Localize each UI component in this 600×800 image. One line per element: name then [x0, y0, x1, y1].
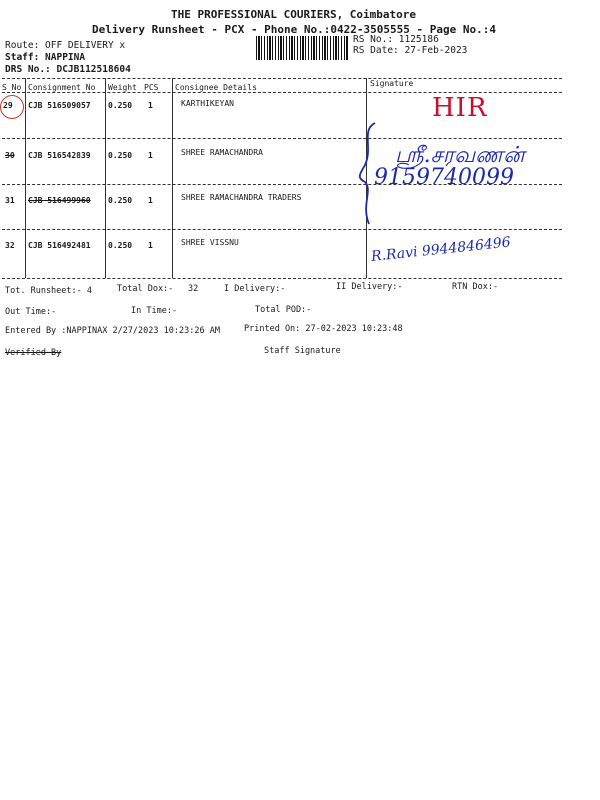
runsheet-subtitle: Delivery Runsheet - PCX - Phone No.:0422-3505555 - Page No.:4: [92, 23, 496, 36]
col-header-signature: Signature: [370, 79, 414, 88]
row-sno: 32: [5, 241, 15, 250]
drs-label: DRS No.: DCJB112518604: [5, 64, 131, 75]
row-consignee: SHREE VISSNU: [181, 238, 239, 247]
table-top-line: [2, 78, 562, 79]
row-consignee: SHREE RAMACHANDRA TRADERS: [181, 193, 302, 202]
total-dox-value: 32: [188, 284, 199, 294]
col-header-sno: S No: [2, 83, 22, 92]
rtn-dox: RTN Dox:-: [452, 282, 499, 292]
col-header-weight: Weight: [108, 83, 137, 92]
row-consignment: CJB 516509057: [28, 101, 91, 110]
handwritten-signature: HIR: [432, 93, 488, 123]
handwritten-signature: ஸ்ரீ.சரவணன்: [395, 143, 525, 168]
entered-by: Entered By :NAPPINAX 2/27/2023 10:23:26 AM: [5, 326, 220, 336]
row-divider: [2, 138, 562, 139]
row-consignment: CJB 516492481: [28, 241, 91, 250]
row-pcs: 1: [148, 196, 153, 205]
col-header-consignment: Consignment No: [28, 83, 96, 92]
row-pcs: 1: [148, 101, 153, 110]
total-pod: Total POD:-: [255, 305, 312, 315]
barcode: [256, 36, 348, 60]
col-divider: [25, 78, 26, 278]
row-weight: 0.250: [108, 196, 133, 205]
row-weight: 0.250: [108, 101, 133, 110]
table-bottom-line: [2, 278, 562, 279]
row-weight: 0.250: [108, 151, 133, 160]
rs-date: RS Date: 27-Feb-2023: [353, 45, 468, 56]
row-consignment: CJB 516542839: [28, 151, 91, 160]
col-divider: [105, 78, 106, 278]
row-weight: 0.250: [108, 241, 133, 250]
out-time: Out Time:-: [5, 307, 57, 317]
row-consignment: CJB 516499960: [28, 196, 91, 205]
circle-mark: [0, 95, 24, 119]
in-time: In Time:-: [131, 306, 178, 316]
row-consignee: KARTHIKEYAN: [181, 99, 234, 108]
staff-label: Staff: NAPPINA: [5, 52, 86, 63]
ii-delivery: II Delivery:-: [336, 282, 403, 292]
row-sno: 30: [5, 151, 15, 160]
row-sno: 31: [5, 196, 15, 205]
row-sno: 29: [3, 101, 13, 110]
row-consignee: SHREE RAMACHANDRA: [181, 148, 263, 157]
row-pcs: 1: [148, 151, 153, 160]
tot-runsheet: Tot. Runsheet:- 4: [5, 286, 92, 296]
handwritten-signature: R.Ravi 9944846496: [370, 234, 512, 265]
col-header-consignee: Consignee Details: [175, 83, 257, 92]
staff-signature: Staff Signature: [264, 346, 341, 356]
i-delivery: I Delivery:-: [224, 284, 286, 294]
printed-on: Printed On: 27-02-2023 10:23:48: [244, 324, 403, 334]
handwritten-phone: 9159740099: [374, 165, 514, 190]
total-dox-label: Total Dox:-: [117, 284, 174, 294]
col-header-pcs: PCS: [144, 83, 159, 92]
row-pcs: 1: [148, 241, 153, 250]
col-divider: [172, 78, 173, 278]
company-title: THE PROFESSIONAL COURIERS, Coimbatore: [171, 8, 417, 21]
row-divider: [2, 229, 562, 230]
route-label: Route: OFF DELIVERY x: [5, 40, 126, 51]
verified-by: Verified By: [5, 348, 62, 358]
rs-no: RS No.: 1125186: [353, 34, 439, 45]
